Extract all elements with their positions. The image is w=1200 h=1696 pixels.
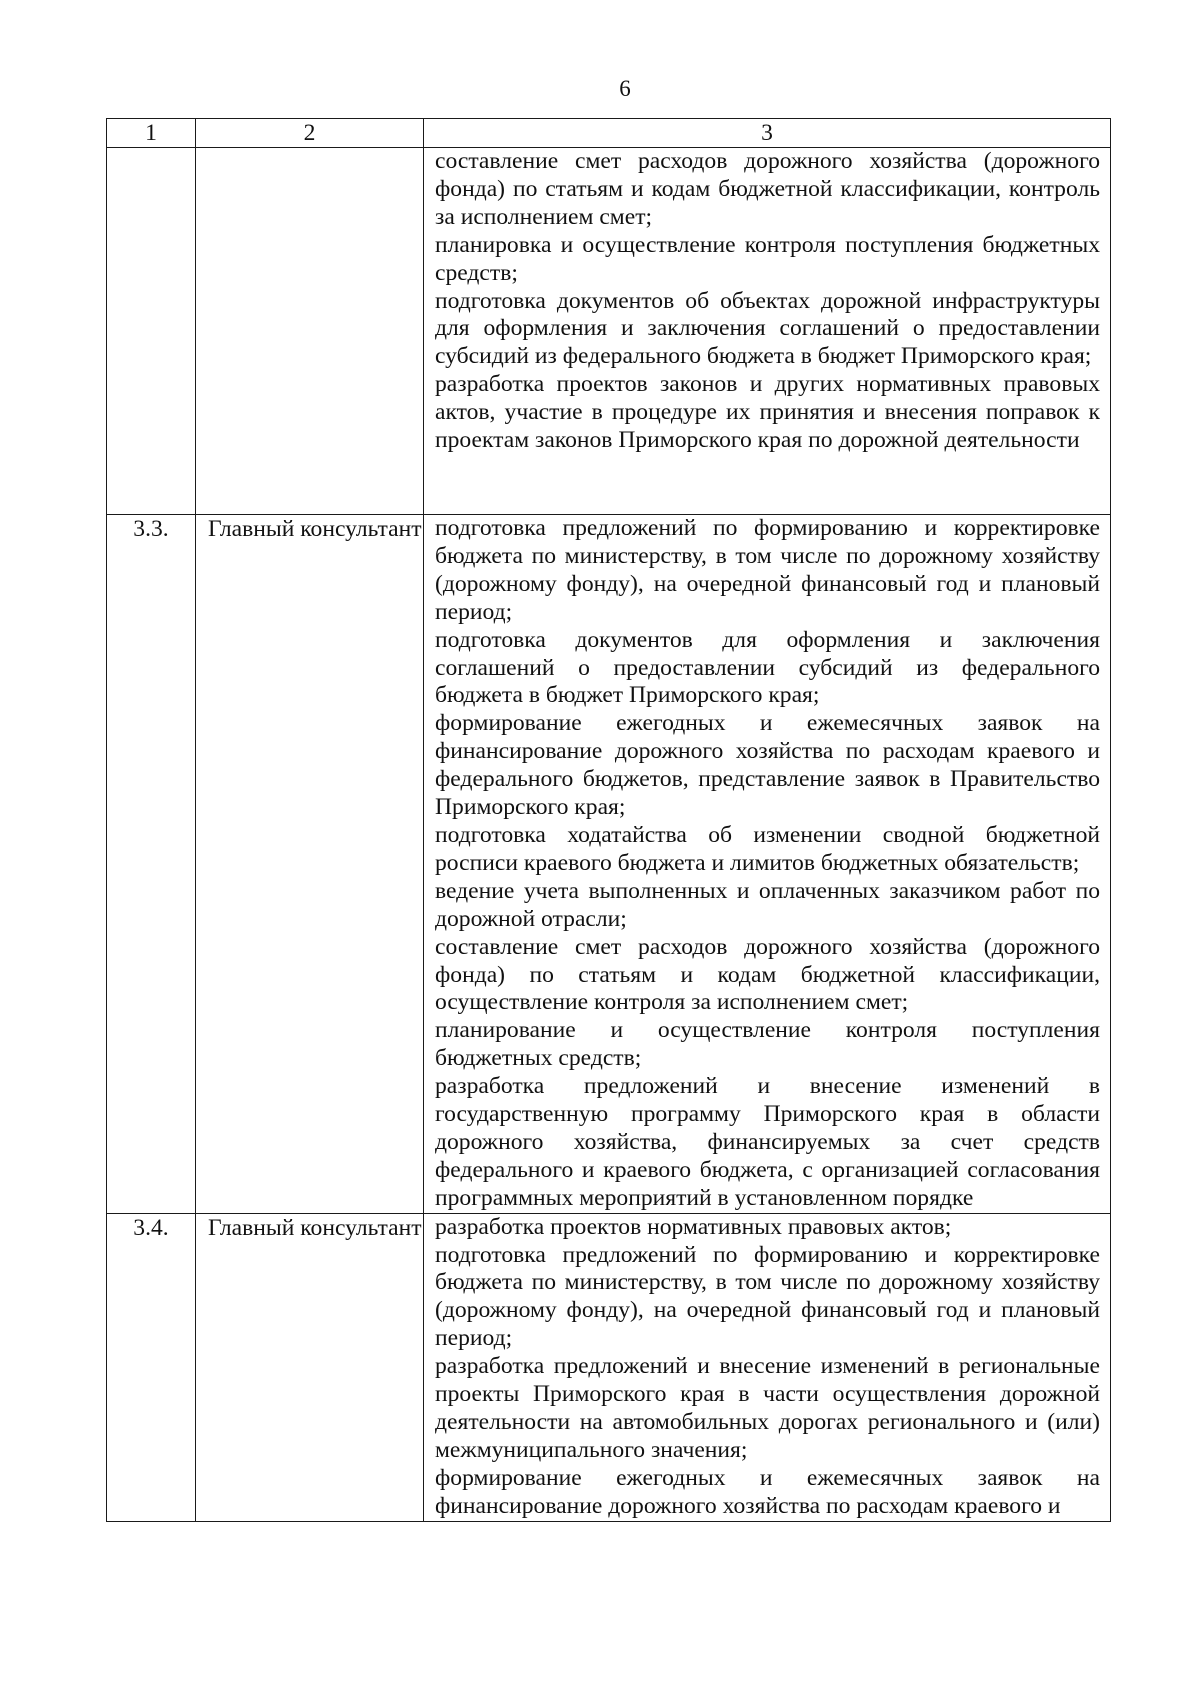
row-number: 3.3. (133, 516, 169, 542)
row-number-cell (107, 148, 196, 515)
column-header-duties: 3 (424, 119, 1111, 148)
duty-item: разработка предложений и внесение изменений в региональные проекты Приморского края в части осуществления дорожной деятельности на автомобильных дорогах регионального и (или) межмуниципального значения; (435, 1353, 1100, 1463)
row-position-cell (196, 148, 424, 515)
duty-item: разработка проектов законов и других нормативных правовых актов, участие в процедуре их принятия и внесения поправок к проектам законов Приморского края по дорожной деятельности (435, 371, 1100, 454)
column-header-number: 1 (107, 119, 196, 148)
row-position-cell (196, 1213, 424, 1521)
duty-item: разработка предложений и внесение изменений в государственную программу Приморского края в области дорожного хозяйства, финансируемых за счет средств федерального и краевого бюджета, с организацией согласования программных мероприятий в установленном порядке (435, 1073, 1100, 1211)
duty-item: ведение учета выполненных и оплаченных заказчиком работ по дорожной отрасли; (435, 877, 1100, 932)
page-number: 6 (619, 76, 631, 101)
duty-item: подготовка предложений по формированию и корректировке бюджета по министерству, в том числе по дорожному хозяйству (дорожному фонду), на очередной финансовый год и плановый период; (435, 1241, 1100, 1352)
duty-item: подготовка ходатайства об изменении сводной бюджетной росписи краевого бюджета и лимитов бюджетных обязательств; (435, 821, 1100, 876)
duty-item: разработка проектов нормативных правовых актов; (435, 1213, 952, 1240)
row-duties-cell (424, 1213, 1111, 1521)
row-number-cell (107, 1213, 196, 1521)
duties-table (106, 118, 1111, 1522)
duty-item: подготовка предложений по формированию и корректировке бюджета по министерству, в том числе по дорожному хозяйству (дорожному фонду), на очередной финансовый год и плановый период; (435, 515, 1100, 625)
table-header-row (107, 119, 1111, 148)
row-position-cell (196, 515, 424, 1214)
duty-item: подготовка документов для оформления и заключения соглашений о предоставлении субсидий из федерального бюджета в бюджет Приморского края; (435, 626, 1100, 709)
table-row (107, 148, 1111, 515)
duty-item: планировка и осуществление контроля поступления бюджетных средств; (435, 231, 1100, 286)
duty-item: формирование ежегодных и ежемесячных заявок на финансирование дорожного хозяйства по расходам краевого и федерального бюджетов, представление заявок в Правительство Приморского края; (435, 710, 1100, 821)
duty-item: составление смет расходов дорожного хозяйства (дорожного фонда) по статьям и кодам бюджетной классификации, осуществление контроля за исполнением смет; (435, 933, 1100, 1016)
duty-item: планирование и осуществление контроля поступления бюджетных средств; (435, 1017, 1100, 1072)
row-duties-cell (424, 515, 1111, 1214)
table-row (107, 515, 1111, 1214)
row-number: 3.4. (133, 1214, 169, 1241)
row-number (107, 148, 195, 514)
row-position: Главный консультант (208, 516, 422, 542)
column-header-position: 2 (196, 119, 424, 148)
duty-item: формирование ежегодных и ежемесячных заявок на финансирование дорожного хозяйства по расходам краевого и (435, 1464, 1100, 1519)
duty-item: составление смет расходов дорожного хозяйства (дорожного фонда) по статьям и кодам бюджетной классификации, контроль за исполнением смет; (435, 148, 1100, 230)
row-duties-cell (424, 148, 1111, 515)
table-row (107, 1213, 1111, 1521)
row-number-cell (107, 515, 196, 1214)
row-position: Главный консультант (208, 1214, 422, 1241)
duty-item: подготовка документов об объектах дорожной инфраструктуры для оформления и заключения соглашений о предоставлении субсидий из федерального бюджета в бюджет Приморского края; (435, 287, 1100, 370)
